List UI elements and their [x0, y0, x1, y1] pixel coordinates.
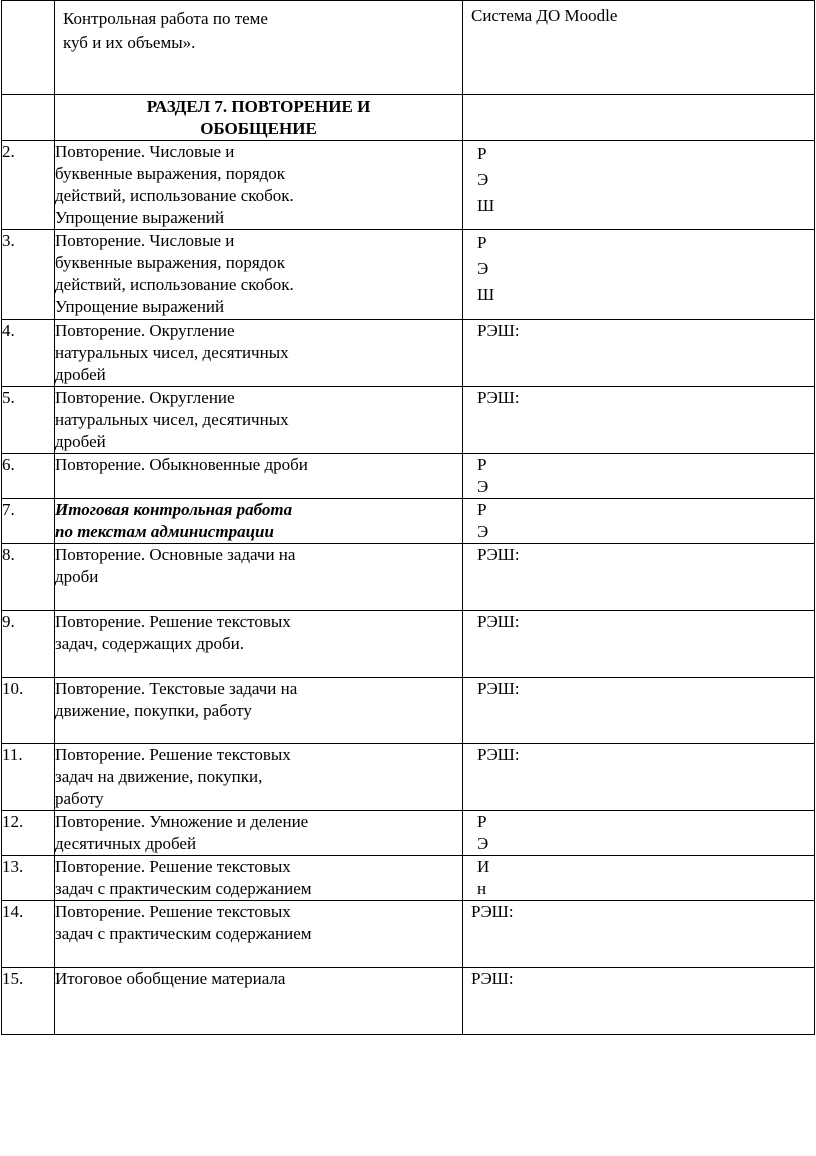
- cell-num: 5.: [2, 387, 55, 454]
- resource-line: РЭШ:: [471, 902, 514, 921]
- table-row-header: [2, 1, 815, 95]
- table-row: [2, 856, 815, 901]
- cell-resource: [463, 901, 815, 968]
- cell-resource: [463, 499, 815, 544]
- resource-line: Система ДО Moodle: [471, 6, 618, 25]
- topic-line: Упрощение выражений: [55, 297, 225, 316]
- cell-resource: [463, 968, 815, 1035]
- cell-topic: [55, 320, 463, 387]
- section-title: [55, 95, 463, 141]
- cell-topic: [55, 544, 463, 611]
- topic-line: Контрольная работа по теме: [63, 9, 268, 28]
- table-row: [2, 141, 815, 230]
- resource-line: РЭШ:: [477, 545, 520, 564]
- cell-num: 13.: [2, 856, 55, 901]
- cell-resource: [463, 811, 815, 856]
- cell-resource: [463, 95, 815, 141]
- topic-line: Повторение. Текстовые задачи на: [55, 679, 298, 698]
- resource-line: Р: [477, 455, 487, 474]
- cell-num: 7.: [2, 499, 55, 544]
- cell-resource: [463, 320, 815, 387]
- cell-resource: [463, 230, 815, 320]
- cell-topic: [55, 611, 463, 678]
- cell-num: 10.: [2, 678, 55, 744]
- table-row: [2, 744, 815, 811]
- cell-resource: [463, 678, 815, 744]
- cell-num: 4.: [2, 320, 55, 387]
- cell-num: 6.: [2, 454, 55, 499]
- resource-line: Ш: [477, 285, 495, 304]
- topic-line: по текстам администрации: [55, 522, 274, 541]
- table-row: [2, 499, 815, 544]
- resource-line: Ш: [477, 196, 495, 215]
- topic-line: натуральных чисел, десятичных: [55, 410, 289, 429]
- topic-line: дроби: [55, 567, 99, 586]
- resource-line: Э: [477, 170, 489, 189]
- resource-line: РЭШ:: [477, 679, 520, 698]
- topic-line: действий, использование скобок.: [55, 275, 294, 294]
- cell-topic: [55, 141, 463, 230]
- topic-line: Повторение. Округление: [55, 321, 235, 340]
- cell-num: 15.: [2, 968, 55, 1035]
- cell-num: 14.: [2, 901, 55, 968]
- topic-line: Повторение. Основные задачи на: [55, 545, 296, 564]
- table-row: [2, 230, 815, 320]
- cell-resource: [463, 744, 815, 811]
- topic-line: Итоговая контрольная работа: [55, 500, 293, 519]
- topic-line: куб и их объемы».: [63, 33, 196, 52]
- topic-line: натуральных чисел, десятичных: [55, 343, 289, 362]
- cell-resource: [463, 454, 815, 499]
- lesson-plan-table: [1, 0, 815, 1035]
- resource-line: РЭШ:: [471, 969, 514, 988]
- cell-topic: [55, 499, 463, 544]
- topic-line: буквенные выражения, порядок: [55, 164, 286, 183]
- cell-topic: [55, 744, 463, 811]
- cell-topic: [55, 454, 463, 499]
- resource-line: Р: [477, 812, 487, 831]
- topic-line: задач на движение, покупки,: [55, 767, 263, 786]
- table-row-section: [2, 95, 815, 141]
- cell-num: [2, 1, 55, 95]
- resource-line: н: [477, 879, 487, 898]
- topic-line: Повторение. Обыкновенные дроби: [55, 455, 308, 474]
- topic-line: буквенные выражения, порядок: [55, 253, 286, 272]
- table-row: [2, 454, 815, 499]
- cell-resource: [463, 856, 815, 901]
- cell-topic: [55, 811, 463, 856]
- cell-resource: [463, 611, 815, 678]
- table-row: [2, 544, 815, 611]
- resource-line: Р: [477, 500, 487, 519]
- cell-topic: [55, 901, 463, 968]
- cell-topic: [55, 856, 463, 901]
- topic-line: Упрощение выражений: [55, 208, 225, 227]
- resource-line: РЭШ:: [477, 321, 520, 340]
- cell-topic: [55, 968, 463, 1035]
- section-title-line: ОБОБЩЕНИЕ: [200, 119, 317, 138]
- cell-topic: [55, 230, 463, 320]
- cell-num: [2, 95, 55, 141]
- cell-resource: [463, 387, 815, 454]
- cell-resource: [463, 1, 815, 95]
- topic-line: задач с практическим содержанием: [55, 879, 312, 898]
- resource-line: РЭШ:: [477, 388, 520, 407]
- table-row: [2, 611, 815, 678]
- section-title-line: РАЗДЕЛ 7. ПОВТОРЕНИЕ И: [146, 97, 371, 116]
- topic-line: Итоговое обобщение материала: [55, 969, 286, 988]
- resource-line: Р: [477, 233, 487, 252]
- table-row: [2, 387, 815, 454]
- topic-line: Повторение. Решение текстовых: [55, 857, 291, 876]
- cell-num: 3.: [2, 230, 55, 320]
- cell-resource: [463, 544, 815, 611]
- resource-line: РЭШ:: [477, 745, 520, 764]
- cell-topic: [55, 1, 463, 95]
- resource-line: И: [477, 857, 490, 876]
- table-row: [2, 968, 815, 1035]
- topic-line: дробей: [55, 365, 106, 384]
- cell-num: 12.: [2, 811, 55, 856]
- resource-line: Э: [477, 477, 489, 496]
- topic-line: Повторение. Числовые и: [55, 142, 235, 161]
- resource-line: РЭШ:: [477, 612, 520, 631]
- topic-line: задач с практическим содержанием: [55, 924, 312, 943]
- topic-line: десятичных дробей: [55, 834, 197, 853]
- topic-line: Повторение. Умножение и деление: [55, 812, 309, 831]
- cell-topic: [55, 387, 463, 454]
- table-row: [2, 320, 815, 387]
- topic-line: действий, использование скобок.: [55, 186, 294, 205]
- cell-num: 9.: [2, 611, 55, 678]
- table-row: [2, 811, 815, 856]
- cell-topic: [55, 678, 463, 744]
- cell-resource: [463, 141, 815, 230]
- cell-num: 8.: [2, 544, 55, 611]
- table-row: [2, 901, 815, 968]
- cell-num: 11.: [2, 744, 55, 811]
- table-row: [2, 678, 815, 744]
- resource-line: Э: [477, 259, 489, 278]
- topic-line: Повторение. Числовые и: [55, 231, 235, 250]
- topic-line: Повторение. Решение текстовых: [55, 902, 291, 921]
- topic-line: Повторение. Округление: [55, 388, 235, 407]
- resource-line: Э: [477, 834, 489, 853]
- topic-line: задач, содержащих дроби.: [55, 634, 244, 653]
- topic-line: дробей: [55, 432, 106, 451]
- resource-line: Э: [477, 522, 489, 541]
- resource-line: Р: [477, 144, 487, 163]
- cell-num: 2.: [2, 141, 55, 230]
- topic-line: Повторение. Решение текстовых: [55, 745, 291, 764]
- topic-line: Повторение. Решение текстовых: [55, 612, 291, 631]
- topic-line: движение, покупки, работу: [55, 701, 252, 720]
- topic-line: работу: [55, 789, 104, 808]
